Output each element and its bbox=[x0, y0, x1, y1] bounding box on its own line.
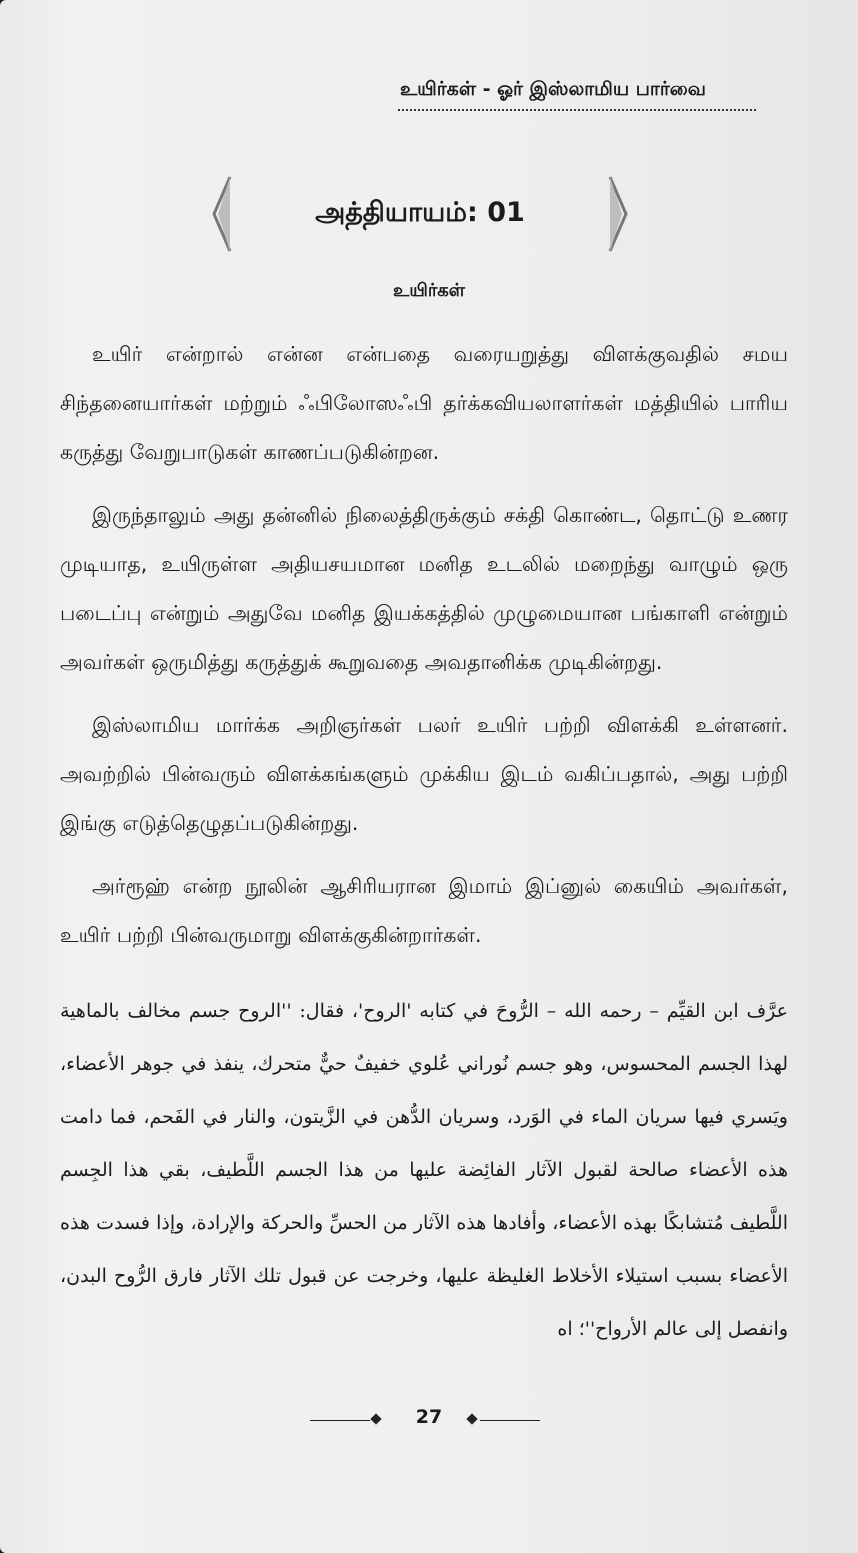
section-title: உயிர்கள் bbox=[393, 280, 465, 301]
arabic-quotation: عرَّف ابن القيِّم – رحمه الله – الرُّوحَ في كتابه 'الروح'، فقال: ''الروح جسم مخالف بالماهية لهذا الجسم المحسوس، وهو جسم نُوراني عُلوي خفيفٌ حيٌّ متحرك، ينفذ في جوهر الأعضاء، ويَسري فيها سريان الماء في الوَرد، وسريان الدُّهن في الزَّيتون، والنار في الفَحم، فما دامت هذه الأعضاء صالحة لقبول الآثار الفائِضة عليها من هذا الجسم اللَّطيف، بقي هذا الجِسم اللَّطيف مُتشابكًا بهذه الأعضاء، وأفادها هذه الآثار من الحسِّ والحركة والإرادة، وإذا فسدت هذه الأعضاء بسبب استيلاء الأخلاط الغليظة عليها، وخرجت عن قبول تلك الآثار فارق الرُّوح البدن، وانفصل إلى عالم الأرواح''؛ اه bbox=[60, 1000, 788, 1340]
page-number: 27 bbox=[415, 1406, 443, 1428]
header-rule bbox=[398, 109, 756, 111]
tamil-body-text bbox=[60, 330, 788, 974]
right-bracket-ornament bbox=[608, 175, 630, 253]
paragraph: அர்ரூஹ் என்ற நூலின் ஆசிரியரான இமாம் இப்னுல் கையிம் அவர்கள், உயிர் பற்றி பின்வருமாறு விளக்குகின்றார்கள். bbox=[60, 874, 788, 947]
paragraph: இஸ்லாமிய மார்க்க அறிஞர்கள் பலர் உயிர் பற்றி விளக்கி உள்ளனர். அவற்றில் பின்வரும் விளக்கங்களும் முக்கிய இடம் வகிப்பதால், அது பற்றி இங்கு எடுத்தெழுதப்படுகின்றது. bbox=[60, 713, 788, 835]
paragraph: உயிர் என்றால் என்ன என்பதை வரையறுத்து விளக்குவதில் சமய சிந்தனையார்கள் மற்றும் ஃபிலோஸஃபி தர்க்கவியலாளர்கள் மத்தியில் பாரிய கருத்து வேறுபாடுகள் காணப்படுகின்றன. bbox=[60, 342, 788, 464]
chapter-title: அத்தியாயம்: 01 bbox=[315, 197, 525, 228]
chapter-heading-bar bbox=[210, 175, 630, 255]
running-header: உயிர்கள் - ஓர் இஸ்லாமிய பார்வை bbox=[400, 78, 706, 100]
paragraph: இருந்தாலும் அது தன்னில் நிலைத்திருக்கும் சக்தி கொண்ட, தொட்டு உணர முடியாத, உயிருள்ள அதியசயமான மனித உடலில் மறைந்து வாழும் ஒரு படைப்பு என்றும் அதுவே மனித இயக்கத்தில் முழுமையான பங்காளி என்றும் அவர்கள் ஒருமித்து கருத்துக் கூறுவதை அவதானிக்க முடிகின்றது. bbox=[60, 503, 788, 674]
folio-rule-right bbox=[480, 1420, 540, 1421]
